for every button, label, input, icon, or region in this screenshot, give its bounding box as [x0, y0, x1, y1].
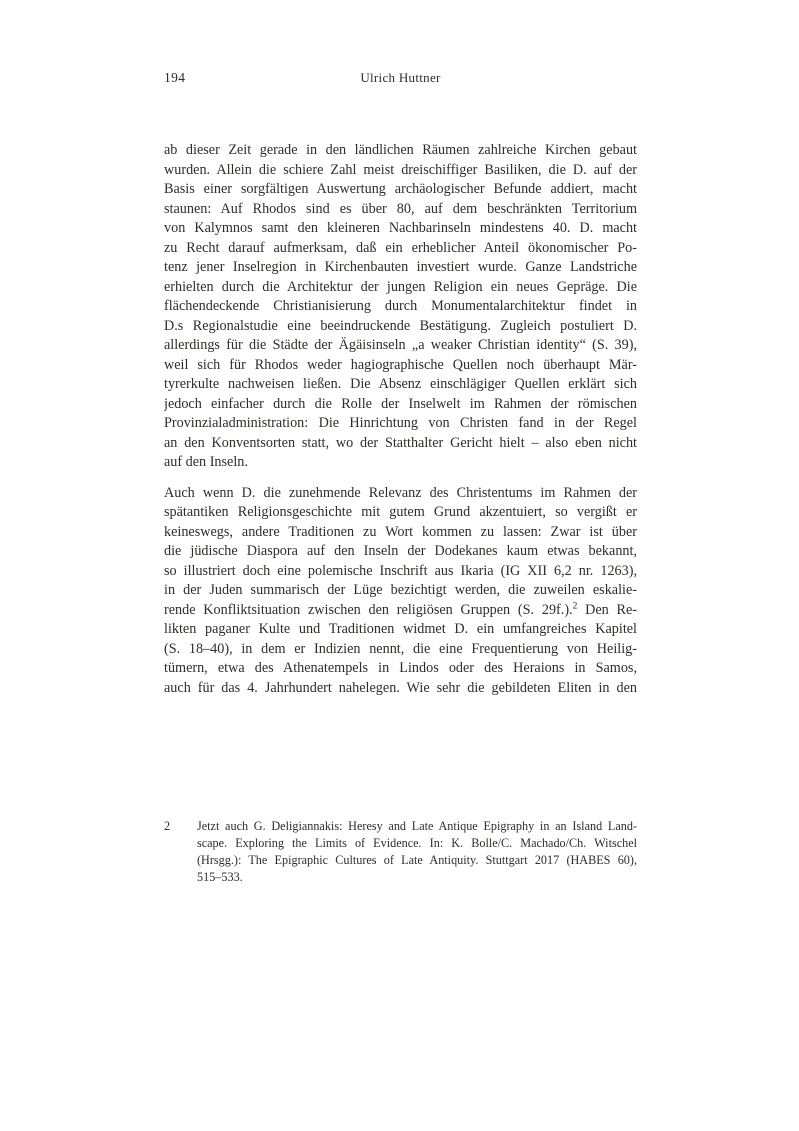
text-line: (S. 18–40), in dem er Indizien nennt, die eine Frequentierung von Heilig-: [164, 640, 637, 657]
footnote-line: 515–533.: [197, 869, 243, 884]
text-line: von Kalymnos samt den kleineren Nachbarinseln mindestens 40. D. macht: [164, 220, 637, 236]
text-line: tenz jener Inselregion in Kirchenbauten investiert wurde. Ganze Landstriche: [164, 259, 637, 275]
text-line: Provinzialadministration: Die Hinrichtung von Christen fand in der Regel: [164, 415, 637, 431]
main-text: [164, 141, 637, 698]
text-line: zu Recht darauf aufmerksam, daß ein erheblicher Anteil ökonomischer Po-: [164, 239, 637, 256]
text-line: die jüdische Diaspora auf den Inseln der Dodekanes kaum etwas bekannt,: [164, 543, 637, 559]
text-line: keineswegs, andere Traditionen zu Wort kommen zu lassen: Zwar ist über: [164, 523, 637, 540]
text-line: Auch wenn D. die zunehmende Relevanz des Christentums im Rahmen der: [164, 484, 637, 501]
text-line: auf den Inseln.: [164, 454, 248, 470]
paragraph-2: [164, 484, 637, 699]
text-line: flächendeckende Christianisierung durch Monumentalarchitektur findet in: [164, 298, 637, 314]
text-line: jedoch einfacher durch die Rolle der Inselwelt im Rahmen der römischen: [164, 395, 637, 412]
page-header: [164, 70, 637, 88]
footnote-line: Jetzt auch G. Deligiannakis: Heresy and Late Antique Epigraphy in an Island Land-: [197, 819, 637, 833]
text-segment: Den Re-: [577, 601, 637, 618]
text-line: tümern, etwa des Athenatempels in Lindos oder des Heraions in Samos,: [164, 660, 637, 676]
running-head: Ulrich Huttner: [360, 70, 441, 85]
text-line: weil sich für Rhodos weder hagiographische Quellen noch überhaupt Mär-: [164, 356, 637, 373]
text-line: D.s Regionalstudie eine beeindruckende Bestätigung. Zugleich postuliert D.: [164, 317, 637, 334]
footnote-text: [197, 818, 637, 886]
text-line: tyrerkulte nachweisen ließen. Die Absenz einschlägiger Quellen erklärt sich: [164, 376, 637, 392]
text-segment: rende Konfliktsituation zwischen den religiösen Gruppen (S. 29f.).: [164, 601, 573, 618]
text-line: in der Juden summarisch der Lüge bezichtigt werden, die zuweilen eskalie-: [164, 582, 637, 598]
text-line: erhielten durch die Architektur der jungen Religion ein neues Gepräge. Die: [164, 278, 637, 295]
footnote-line: (Hrsgg.): The Epigraphic Cultures of Late Antiquity. Stuttgart 2017 (HABES 60),: [197, 852, 637, 867]
text-line: allerdings für die Städte der Ägäisinseln „a weaker Christian identity“ (S. 39),: [164, 337, 637, 353]
text-line: [164, 601, 637, 621]
footnote-2: [164, 818, 637, 886]
footnote-line: scape. Exploring the Limits of Evidence. In: K. Bolle/C. Machado/Ch. Witschel: [197, 835, 637, 850]
paragraph-1: [164, 141, 637, 473]
footnote-row: [164, 818, 637, 886]
text-line: wurden. Allein die schiere Zahl meist dreischiffiger Basiliken, die D. auf der: [164, 161, 637, 178]
text-line: Basis einer sorgfältigen Auswertung archäologischer Befunde addiert, macht: [164, 181, 637, 197]
footnote-reference-2: 2: [572, 600, 578, 611]
text-line: spätantiken Religionsgeschichte mit gutem Grund akzentuiert, so vergißt er: [164, 504, 637, 520]
footnote-number: 2: [164, 819, 171, 833]
text-line: an den Konventsorten statt, wo der Statthalter Gericht hielt – also eben nicht: [164, 434, 637, 451]
page-number: 194: [164, 70, 186, 85]
text-line: ab dieser Zeit gerade in den ländlichen Räumen zahlreiche Kirchen gebaut: [164, 142, 637, 158]
text-line: so illustriert doch eine polemische Inschrift aus Ikaria (IG XII 6,2 nr. 1263),: [164, 562, 637, 579]
text-line: auch für das 4. Jahrhundert nahelegen. Wie sehr die gebildeten Eliten in den: [164, 679, 637, 696]
text-line: likten paganer Kulte und Traditionen widmet D. ein umfangreiches Kapitel: [164, 621, 637, 637]
text-line: staunen: Auf Rhodos sind es über 80, auf dem beschränkten Territorium: [164, 200, 637, 217]
